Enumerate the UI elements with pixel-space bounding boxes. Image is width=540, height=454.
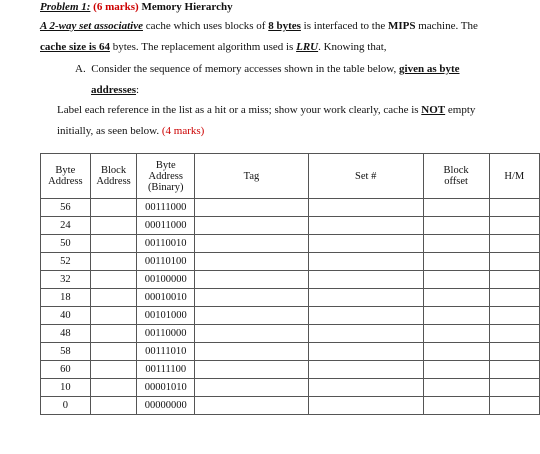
block-offset-cell[interactable] xyxy=(423,217,489,235)
header-block-offset xyxy=(423,154,489,199)
hit-miss-cell[interactable] xyxy=(489,361,539,379)
binary-address-cell: 00110010 xyxy=(137,235,195,253)
byte-address-cell: 24 xyxy=(41,217,91,235)
block-offset-cell[interactable] xyxy=(423,199,489,217)
table-header-row xyxy=(41,154,540,199)
binary-address-cell: 00111000 xyxy=(137,199,195,217)
intro-text-1: cache which uses blocks of xyxy=(142,20,269,32)
binary-address-cell: 00110000 xyxy=(137,325,195,343)
binary-address-cell: 00101000 xyxy=(137,307,195,325)
block-offset-cell[interactable] xyxy=(423,235,489,253)
hit-miss-cell[interactable] xyxy=(489,307,539,325)
byte-address-cell: 32 xyxy=(41,271,91,289)
intro-block-size: 8 bytes xyxy=(268,20,301,32)
instructions-text-3: initially, as seen below. xyxy=(57,125,160,137)
memory-access-table xyxy=(40,153,540,415)
header-block-address-l2: Address xyxy=(96,176,131,187)
set-cell[interactable] xyxy=(308,343,423,361)
byte-address-cell: 10 xyxy=(41,379,91,397)
hit-miss-cell[interactable] xyxy=(489,217,539,235)
header-offset-l1: Block xyxy=(443,165,469,176)
byte-address-cell: 40 xyxy=(41,307,91,325)
hit-miss-cell[interactable] xyxy=(489,235,539,253)
table-row xyxy=(41,217,540,235)
intro-cache-size: cache size is 64 xyxy=(40,41,110,53)
set-cell[interactable] xyxy=(308,379,423,397)
byte-address-cell: 0 xyxy=(41,397,91,415)
instructions-marks: (4 marks) xyxy=(161,125,205,137)
table-row xyxy=(41,379,540,397)
problem-marks: (6 marks) xyxy=(93,1,139,13)
tag-cell[interactable] xyxy=(195,289,309,307)
block-address-cell[interactable] xyxy=(90,271,137,289)
tag-cell[interactable] xyxy=(195,397,309,415)
problem-title: Memory Hierarchy xyxy=(141,1,233,13)
part-a-colon: : xyxy=(136,84,140,96)
block-address-cell[interactable] xyxy=(90,343,137,361)
tag-cell[interactable] xyxy=(195,235,309,253)
table-row xyxy=(41,235,540,253)
set-cell[interactable] xyxy=(308,397,423,415)
instructions-text-2: empty xyxy=(445,104,476,116)
hit-miss-cell[interactable] xyxy=(489,343,539,361)
tag-cell[interactable] xyxy=(195,253,309,271)
block-address-cell[interactable] xyxy=(90,379,137,397)
block-address-cell[interactable] xyxy=(90,397,137,415)
set-cell[interactable] xyxy=(308,235,423,253)
binary-address-cell: 00011000 xyxy=(137,217,195,235)
header-hit-miss: H/M xyxy=(489,154,539,199)
hit-miss-cell[interactable] xyxy=(489,379,539,397)
set-cell[interactable] xyxy=(308,325,423,343)
intro-text-4: bytes. The replacement algorithm used is xyxy=(109,41,297,53)
block-offset-cell[interactable] xyxy=(423,325,489,343)
table-row xyxy=(41,271,540,289)
binary-address-cell: 00111100 xyxy=(137,361,195,379)
hit-miss-cell[interactable] xyxy=(489,397,539,415)
part-a-line-2 xyxy=(91,83,139,97)
hit-miss-cell[interactable] xyxy=(489,199,539,217)
block-address-cell[interactable] xyxy=(90,289,137,307)
part-a-label: A. xyxy=(75,63,86,75)
table-row xyxy=(41,361,540,379)
set-cell[interactable] xyxy=(308,217,423,235)
problem-heading xyxy=(40,0,233,14)
hit-miss-cell[interactable] xyxy=(489,271,539,289)
byte-address-cell: 56 xyxy=(41,199,91,217)
block-address-cell[interactable] xyxy=(90,235,137,253)
intro-text-5: . Knowing that, xyxy=(318,41,387,53)
part-a-given: given as byte xyxy=(399,63,460,75)
block-address-cell[interactable] xyxy=(90,307,137,325)
table-row xyxy=(41,289,540,307)
header-block-address xyxy=(90,154,137,199)
byte-address-cell: 60 xyxy=(41,361,91,379)
table-row xyxy=(41,397,540,415)
block-address-cell[interactable] xyxy=(90,253,137,271)
block-offset-cell[interactable] xyxy=(423,361,489,379)
intro-text-3: machine. The xyxy=(415,20,478,32)
tag-cell[interactable] xyxy=(195,307,309,325)
tag-cell[interactable] xyxy=(195,361,309,379)
table-row xyxy=(41,343,540,361)
binary-address-cell: 00100000 xyxy=(137,271,195,289)
block-offset-cell[interactable] xyxy=(423,307,489,325)
hit-miss-cell[interactable] xyxy=(489,253,539,271)
byte-address-cell: 52 xyxy=(41,253,91,271)
problem-number: Problem 1: xyxy=(40,1,91,13)
header-byte-address xyxy=(41,154,91,199)
table-row xyxy=(41,325,540,343)
binary-address-cell: 00001010 xyxy=(137,379,195,397)
table-row xyxy=(41,199,540,217)
intro-line-1 xyxy=(40,19,478,33)
header-binary-address xyxy=(137,154,195,199)
tag-cell[interactable] xyxy=(195,199,309,217)
block-address-cell[interactable] xyxy=(90,361,137,379)
set-cell[interactable] xyxy=(308,253,423,271)
set-cell[interactable] xyxy=(308,307,423,325)
intro-policy: LRU xyxy=(296,41,319,53)
part-a-addresses: addresses xyxy=(91,84,137,96)
block-offset-cell[interactable] xyxy=(423,379,489,397)
block-address-cell[interactable] xyxy=(90,199,137,217)
header-binary-l3: (Binary) xyxy=(147,181,184,193)
instructions-not: NOT xyxy=(421,104,446,116)
table-row xyxy=(41,307,540,325)
hit-miss-cell[interactable] xyxy=(489,289,539,307)
intro-text-2: is interfaced to the xyxy=(300,20,388,32)
instructions-line-2 xyxy=(57,124,204,138)
part-a-line-1 xyxy=(75,62,460,76)
instructions-text-1: Label each reference in the list as a hit or a miss; show your work clearly, cache is xyxy=(57,104,422,116)
intro-assoc: A 2-way set associative xyxy=(40,20,143,32)
tag-cell[interactable] xyxy=(195,325,309,343)
binary-address-cell: 00000000 xyxy=(137,397,195,415)
header-byte-address-l2: Address xyxy=(48,176,83,187)
binary-address-cell: 00111010 xyxy=(137,343,195,361)
instructions-line-1 xyxy=(57,103,475,117)
block-address-cell[interactable] xyxy=(90,325,137,343)
header-tag: Tag xyxy=(195,154,309,199)
table-row xyxy=(41,253,540,271)
part-a-text: Consider the sequence of memory accesses shown in the table below, xyxy=(91,63,400,75)
intro-machine: MIPS xyxy=(387,20,416,32)
tag-cell[interactable] xyxy=(195,271,309,289)
byte-address-cell: 58 xyxy=(41,343,91,361)
set-cell[interactable] xyxy=(308,271,423,289)
byte-address-cell: 50 xyxy=(41,235,91,253)
tag-cell[interactable] xyxy=(195,379,309,397)
tag-cell[interactable] xyxy=(195,217,309,235)
set-cell[interactable] xyxy=(308,361,423,379)
header-binary-l1: Byte xyxy=(155,159,176,171)
set-cell[interactable] xyxy=(308,289,423,307)
intro-line-2 xyxy=(40,40,387,54)
tag-cell[interactable] xyxy=(195,343,309,361)
binary-address-cell: 00010010 xyxy=(137,289,195,307)
header-byte-address-l1: Byte xyxy=(55,165,76,176)
block-offset-cell[interactable] xyxy=(423,271,489,289)
set-cell[interactable] xyxy=(308,199,423,217)
header-block-address-l1: Block xyxy=(100,165,127,176)
block-address-cell[interactable] xyxy=(90,217,137,235)
binary-address-cell: 00110100 xyxy=(137,253,195,271)
block-offset-cell[interactable] xyxy=(423,343,489,361)
header-offset-l2: offset xyxy=(444,176,468,187)
header-set: Set # xyxy=(308,154,423,199)
block-offset-cell[interactable] xyxy=(423,289,489,307)
header-binary-l2: Address xyxy=(148,170,183,182)
byte-address-cell: 18 xyxy=(41,289,91,307)
block-offset-cell[interactable] xyxy=(423,397,489,415)
block-offset-cell[interactable] xyxy=(423,253,489,271)
byte-address-cell: 48 xyxy=(41,325,91,343)
hit-miss-cell[interactable] xyxy=(489,325,539,343)
